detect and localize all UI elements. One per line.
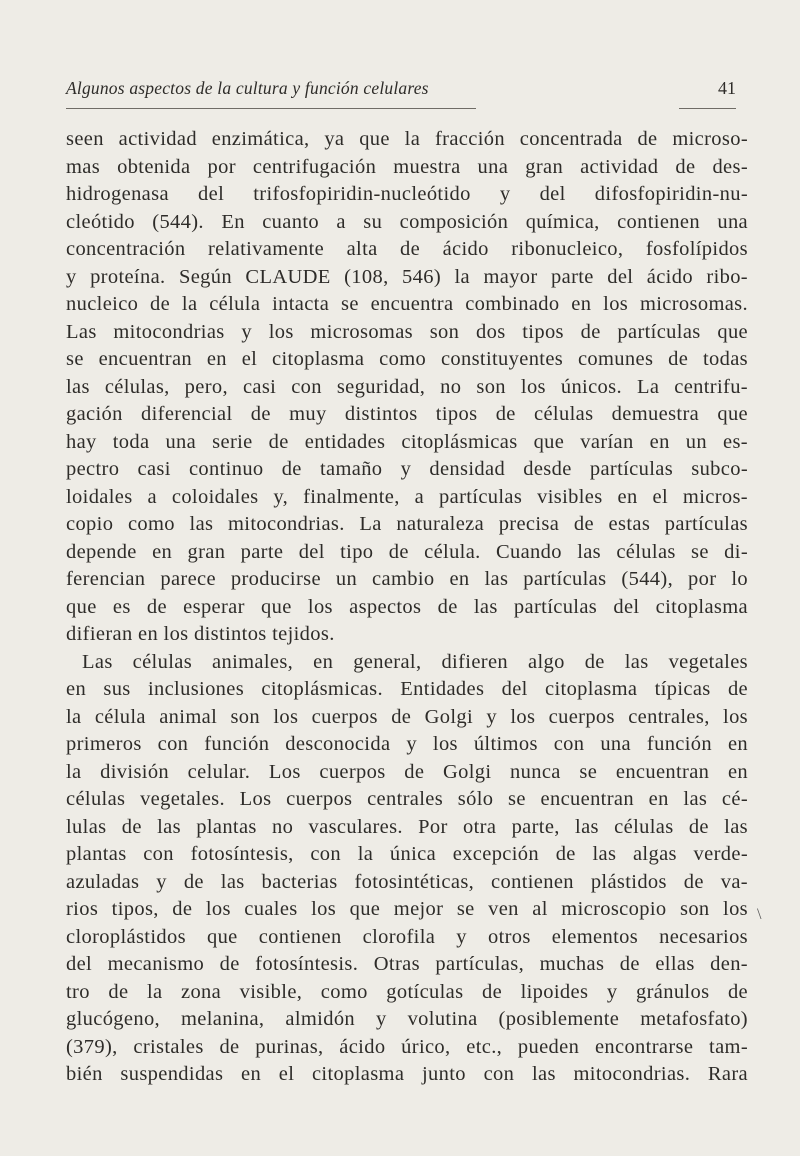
text-line: mas obtenida por centrifugación muestra una gran actividad de des- [66, 155, 748, 178]
text-line: azuladas y de las bacterias fotosintéticas, contienen plástidos de va- [66, 870, 748, 893]
text-line: Las células animales, en general, difieren algo de las vegetales [82, 650, 748, 673]
text-line: hidrogenasa del trifosfopiridin-nucleótido y del difosfopiridin-nu- [66, 183, 748, 205]
text-line: bién suspendidas en el citoplasma junto con las mitocondrias. Rara [66, 1063, 748, 1085]
text-line: gación diferencial de muy distintos tipos de células demuestra que [66, 403, 748, 425]
margin-mark: \ [757, 906, 762, 923]
text-line: en sus inclusiones citoplásmicas. Entidades del citoplasma típicas de [66, 678, 748, 700]
header-rule [66, 108, 476, 109]
text-line: tro de la zona visible, como gotículas de lipoides y gránulos de [66, 980, 748, 1003]
text-line: hay toda una serie de entidades citoplásmicas que varían en un es- [66, 430, 748, 453]
text-line: rios tipos, de los cuales los que mejor se ven al microscopio son los [66, 898, 748, 920]
header-rule-short [679, 108, 736, 109]
text-line: la división celular. Los cuerpos de Golgi nunca se encuentran en [66, 760, 748, 783]
text-line: seen actividad enzimática, ya que la fracción concentrada de microso- [66, 128, 748, 150]
text-line: cleótido (544). En cuanto a su composición química, contienen una [66, 210, 748, 233]
page-header [66, 78, 736, 118]
text-line: depende en gran parte del tipo de célula. Cuando las células se di- [66, 540, 748, 563]
text-line: plantas con fotosíntesis, con la única excepción de las algas verde- [66, 843, 748, 865]
running-head: Algunos aspectos de la cultura y función celulares [66, 78, 429, 98]
text-line: células vegetales. Los cuerpos centrales sólo se encuentran en las cé- [66, 788, 748, 810]
text-line: del mecanismo de fotosíntesis. Otras partículas, muchas de ellas den- [66, 953, 748, 975]
text-line: copio como las mitocondrias. La naturaleza precisa de estas partículas [66, 513, 748, 535]
text-line: difieran en los distintos tejidos. [66, 623, 335, 645]
text-line: loidales a coloidales y, finalmente, a partículas visibles en el micros- [66, 485, 748, 508]
text-line: glucógeno, melanina, almidón y volutina (posiblemente metafosfato) [66, 1008, 748, 1030]
text-line: la célula animal son los cuerpos de Golgi y los cuerpos centrales, los [66, 705, 748, 728]
text-line: pectro casi continuo de tamaño y densidad desde partículas subco- [66, 458, 748, 480]
text-line: que es de esperar que los aspectos de las partículas del citoplasma [66, 595, 748, 618]
text-line: primeros con función desconocida y los últimos con una función en [66, 733, 748, 755]
text-line: (379), cristales de purinas, ácido úrico, etc., pueden encontrarse tam- [66, 1035, 748, 1058]
body-text [66, 126, 748, 1089]
text-line: las células, pero, casi con seguridad, no son los únicos. La centrifu- [66, 375, 748, 398]
text-line: nucleico de la célula intacta se encuentra combinado en los microsomas. [66, 293, 748, 315]
text-line: y proteína. Según CLAUDE (108, 546) la mayor parte del ácido ribo- [66, 265, 748, 288]
text-line: concentración relativamente alta de ácido ribonucleico, fosfolípidos [66, 238, 748, 260]
text-line: ferencian parece producirse un cambio en las partículas (544), por lo [66, 568, 748, 590]
text-line: Las mitocondrias y los microsomas son dos tipos de partículas que [66, 320, 748, 343]
page-number: 41 [718, 78, 736, 98]
text-line: lulas de las plantas no vasculares. Por otra parte, las células de las [66, 815, 748, 838]
text-line: cloroplástidos que contienen clorofila y otros elementos necesarios [66, 925, 748, 948]
text-line: se encuentran en el citoplasma como constituyentes comunes de todas [66, 348, 748, 370]
